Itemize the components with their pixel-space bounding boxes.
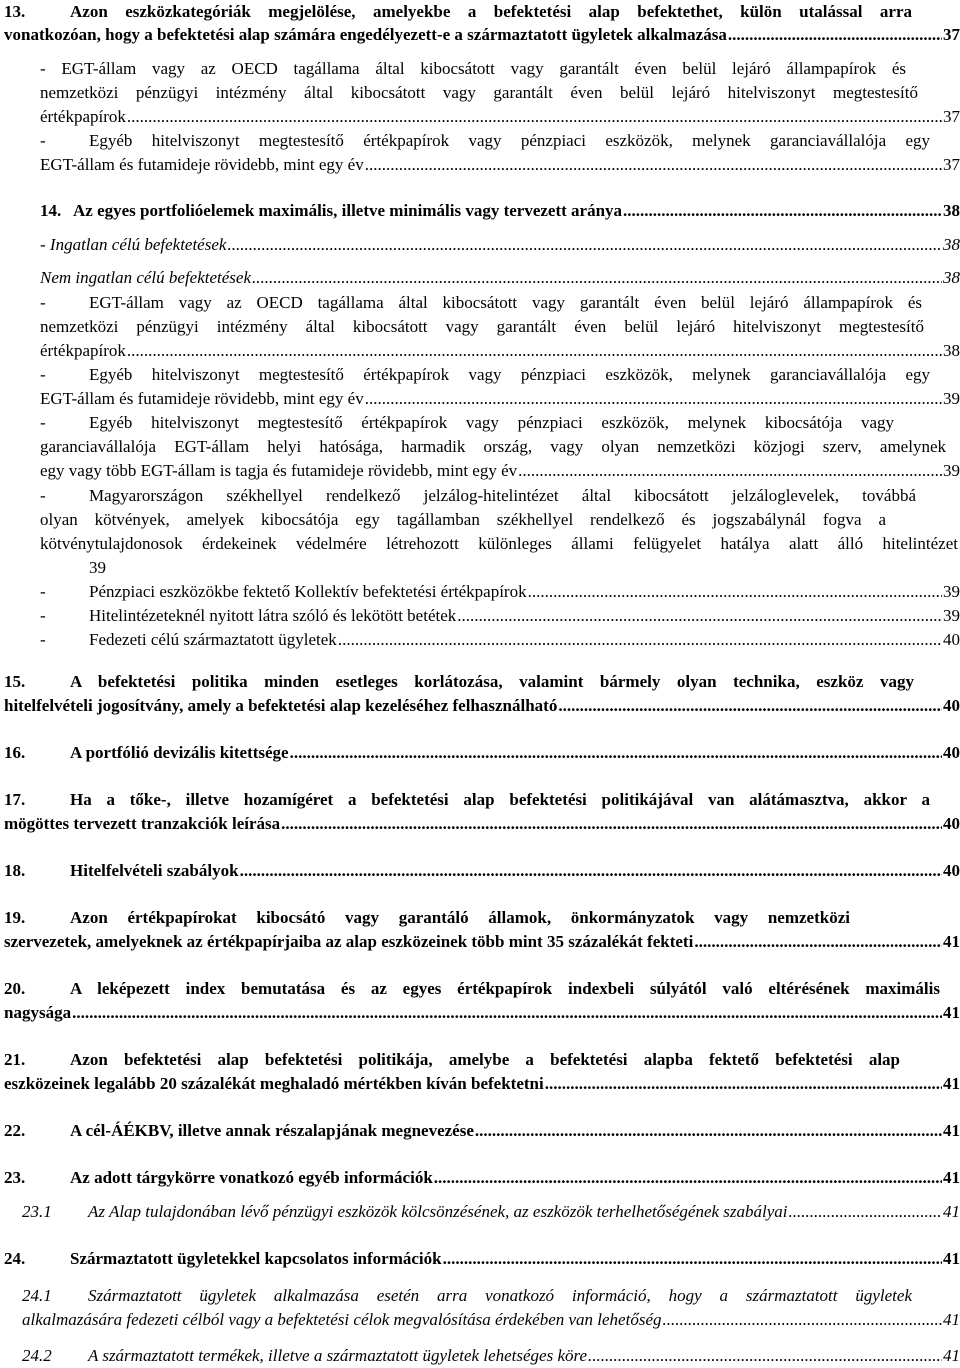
- entry-number: 20.: [4, 979, 26, 998]
- entry-title-line: nemzetközi pénzügyi intézmény által kibocsátott vagy garantált éven belül lejáró hitelviszonyt megtestesítő: [40, 83, 918, 102]
- entry-title-line: nemzetközi pénzügyi intézmény által kibocsátott vagy garantált éven belül lejáró hitelviszonyt megtestesítő: [40, 317, 924, 336]
- page-number: 41: [943, 1202, 960, 1221]
- entry-title-line: Származtatott ügyletekkel kapcsolatos információk: [70, 1249, 442, 1268]
- page-number: 38: [943, 201, 960, 220]
- entry-title-line: értékpapírok: [40, 107, 126, 126]
- entry-title-line: szervezetek, amelyeknek az értékpapírjaiba az alap eszközeinek több mint 35 százalékát fekteti: [4, 932, 694, 951]
- entry-title-line: vonatkozóan, hogy a befektetési alap számára engedélyezett-e a származtatott ügyletek alkalmazása: [4, 25, 727, 44]
- dot-leader: [434, 1166, 942, 1190]
- dot-leader: [227, 233, 942, 257]
- entry-title-line: A cél-ÁÉKBV, illetve annak részalapjának megnevezése: [70, 1121, 474, 1140]
- page-number: 41: [943, 1121, 960, 1140]
- list-dash: -: [40, 365, 46, 384]
- entry-title-line: Pénzpiaci eszközökbe fektető Kollektív befektetési értékpapírok: [89, 582, 527, 601]
- entry-number: 13.: [4, 2, 26, 21]
- entry-title-line: - EGT-állam vagy az OECD tagállama által kibocsátott vagy garantált éven belül lejáró állampapírok és: [40, 59, 906, 78]
- page-number: 40: [943, 630, 960, 649]
- entry-title-line: Hitelintézeteknél nyitott látra szóló és lekötött betétek: [89, 606, 457, 625]
- page-number: 40: [943, 696, 960, 715]
- dot-leader: [127, 105, 942, 129]
- dot-leader: [281, 812, 942, 836]
- entry-title-line: Az egyes portfolióelemek maximális, illetve minimális vagy tervezett aránya: [73, 201, 623, 220]
- dot-leader: [475, 1119, 942, 1143]
- page-number: 37: [943, 25, 960, 44]
- entry-title-line: Származtatott ügyletek alkalmazása esetén arra vonatkozó információ, hogy a származtatott ügyletek: [88, 1286, 912, 1305]
- entry-number: 24.1: [22, 1286, 52, 1305]
- page-number: 41: [943, 1310, 960, 1329]
- list-dash: -: [40, 630, 46, 649]
- entry-number: 23.: [4, 1168, 26, 1187]
- page-number: 38: [943, 341, 960, 360]
- dot-leader: [558, 694, 942, 718]
- entry-title-line: nagysága: [4, 1003, 72, 1022]
- entry-number: 21.: [4, 1050, 26, 1069]
- dot-leader: [365, 153, 942, 177]
- page-number: 38: [943, 235, 960, 254]
- entry-title-line: eszközeinek legalább 20 százalékát meghaladó mértékben kíván befektetni: [4, 1074, 544, 1093]
- entry-title-line: Nem ingatlan célú befektetések: [40, 268, 251, 287]
- dot-leader: [290, 741, 942, 765]
- entry-title-line: egy vagy több EGT-állam is tagja és futamideje rövidebb, mint egy év: [40, 461, 518, 480]
- page-number: 40: [943, 743, 960, 762]
- page-number: 37: [943, 155, 960, 174]
- entry-title-line: Fedezeti célú származtatott ügyletek: [89, 630, 337, 649]
- dot-leader: [623, 199, 942, 223]
- dot-leader: [72, 1001, 942, 1025]
- entry-number: 18.: [4, 861, 26, 880]
- dot-leader: [728, 23, 942, 47]
- entry-number: 14.: [40, 201, 62, 220]
- page-number: 41: [943, 1074, 960, 1093]
- entry-title-line: Az adott tárgykörre vonatkozó egyéb információk: [70, 1168, 433, 1187]
- dot-leader: [588, 1344, 942, 1368]
- dot-leader: [365, 387, 942, 411]
- dot-leader: [789, 1200, 942, 1224]
- entry-title-line: Azon eszközkategóriák megjelölése, amelyekbe a befektetési alap befektethet, külön utalással arra: [70, 2, 912, 21]
- entry-title-line: A származtatott termékek, illetve a származtatott ügyletek lehetséges köre: [88, 1346, 588, 1365]
- entry-number: 19.: [4, 908, 26, 927]
- list-dash: -: [40, 582, 46, 601]
- page-number: 39: [943, 389, 960, 408]
- entry-title-line: A portfólió devizális kitettsége: [70, 743, 289, 762]
- dot-leader: [240, 859, 942, 883]
- entry-title-line: hitelfelvételi jogosítvány, amely a befektetési alap kezeléséhez felhasználható: [4, 696, 558, 715]
- page-number: 39: [89, 558, 106, 577]
- page-number: 40: [943, 814, 960, 833]
- page-number: 41: [943, 1249, 960, 1268]
- entry-title-line: garanciavállalója EGT-állam helyi hatósága, harmadik ország, vagy olyan nemzetközi közjogi szerv, amelynek: [40, 437, 946, 456]
- entry-number: 24.: [4, 1249, 26, 1268]
- entry-title-line: Azon befektetési alap befektetési politikája, amelybe a befektetési alapba fektető befektetési alap: [70, 1050, 900, 1069]
- entry-number: 17.: [4, 790, 26, 809]
- entry-title-line: A befektetési politika minden esetleges korlátozása, valamint bármely olyan technika, eszköz vagy: [70, 672, 914, 691]
- entry-number: 16.: [4, 743, 26, 762]
- entry-number: 15.: [4, 672, 26, 691]
- page-number: 40: [943, 861, 960, 880]
- entry-title-line: olyan kötvények, amelyek kibocsátója egy tagállamban székhellyel rendelkező és jogszabálynál fogva a: [40, 510, 886, 529]
- dot-leader: [457, 604, 942, 628]
- page-number: 39: [943, 582, 960, 601]
- entry-title-line: Magyarországon székhellyel rendelkező jelzálog-hitelintézet által kibocsátott jelzáloglevelek, továbbá: [89, 486, 916, 505]
- list-dash: -: [40, 413, 46, 432]
- entry-title-line: Egyéb hitelviszonyt megtestesítő értékpapírok vagy pénzpiaci eszközök, melynek garanciavállalója egy: [89, 131, 930, 150]
- entry-number: 22.: [4, 1121, 26, 1140]
- page-number: 39: [943, 461, 960, 480]
- entry-title-line: Ha a tőke-, illetve hozamígéret a befektetési alap befektetési politikájával van alátámasztva, akkor a: [70, 790, 930, 809]
- entry-title-line: értékpapírok: [40, 341, 126, 360]
- dot-leader: [252, 266, 942, 290]
- dot-leader: [518, 459, 942, 483]
- dot-leader: [528, 580, 942, 604]
- entry-title-line: Hitelfelvételi szabályok: [70, 861, 239, 880]
- page-number: 41: [943, 1003, 960, 1022]
- entry-title-line: EGT-állam és futamideje rövidebb, mint egy év: [40, 155, 364, 174]
- entry-title-line: EGT-állam és futamideje rövidebb, mint egy év: [40, 389, 364, 408]
- dot-leader: [443, 1247, 942, 1271]
- list-dash: -: [40, 606, 46, 625]
- entry-title-line: A leképezett index bemutatása és az egyes értékpapírok indexbeli súlyától való eltérésének maximális: [70, 979, 940, 998]
- list-dash: -: [40, 131, 46, 150]
- entry-title-line: Azon értékpapírokat kibocsátó vagy garantáló államok, önkormányzatok vagy nemzetközi: [70, 908, 850, 927]
- entry-title-line: Az Alap tulajdonában lévő pénzügyi eszközök kölcsönzésének, az eszközök terhelhetőségének szabályai: [88, 1202, 788, 1221]
- entry-title-line: - Ingatlan célú befektetések: [40, 235, 227, 254]
- entry-title-line: mögöttes tervezett tranzakciók leírása: [4, 814, 281, 833]
- list-dash: -: [40, 486, 46, 505]
- dot-leader: [694, 930, 942, 954]
- entry-title-line: kötvénytulajdonosok érdekeinek védelmére létrehozott különleges állami felügyelet hatálya alatt álló hitelintézet: [40, 534, 958, 553]
- entry-number: 24.2: [22, 1346, 52, 1365]
- dot-leader: [662, 1308, 942, 1332]
- page-number: 41: [943, 1168, 960, 1187]
- entry-title-line: EGT-állam vagy az OECD tagállama által kibocsátott vagy garantált éven belül lejáró állampapírok és: [89, 293, 922, 312]
- entry-title-line: Egyéb hitelviszonyt megtestesítő értékpapírok vagy pénzpiaci eszközök, melynek garanciavállalója egy: [89, 365, 930, 384]
- dot-leader: [338, 628, 942, 652]
- page-number: 39: [943, 606, 960, 625]
- page-number: 41: [943, 1346, 960, 1365]
- page-number: 37: [943, 107, 960, 126]
- entry-number: 23.1: [22, 1202, 52, 1221]
- entry-title-line: Egyéb hitelviszonyt megtestesítő értékpapírok vagy pénzpiaci eszközök, melynek kibocsátója vagy: [89, 413, 894, 432]
- page-number: 41: [943, 932, 960, 951]
- dot-leader: [127, 339, 942, 363]
- list-dash: -: [40, 293, 46, 312]
- dot-leader: [545, 1072, 942, 1096]
- page-number: 38: [943, 268, 960, 287]
- entry-title-line: alkalmazására fedezeti célból vagy a befektetési célok megvalósítása érdekében van lehetőség: [22, 1310, 662, 1329]
